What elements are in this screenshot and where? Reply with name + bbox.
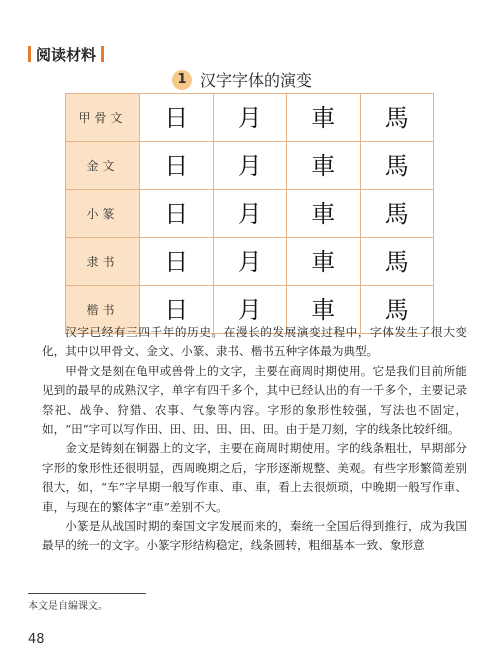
script-evolution-table [65, 93, 434, 334]
glyph-cell [213, 142, 287, 190]
character-glyph: 馬 [384, 247, 409, 276]
glyph-cell [360, 238, 434, 286]
character-glyph: 月 [237, 151, 262, 180]
glyph-cell [213, 238, 287, 286]
glyph-cell [140, 94, 214, 142]
glyph-cell [287, 190, 361, 238]
table-row [66, 94, 434, 142]
paragraph: 甲骨文是刻在龟甲或兽骨上的文字，主要在商周时期使用。它是我们目前所能见到的最早的成熟汉字，单字有四千多个，其中已经认出的有一千多个，主要记录祭祀、战争、狩猎、农事、气象等内容。字形的象形性较强，写法也不固定，如，“田”字可以写作田、田、田、田、田、田。由于是刀刻，字的线条比较纤细。 [42, 363, 467, 437]
character-glyph: 車 [311, 199, 336, 228]
table-row [66, 142, 434, 190]
character-glyph: 車 [311, 151, 336, 180]
section-header-text: 阅读材料 [36, 45, 97, 64]
character-glyph: 日 [164, 247, 189, 276]
glyph-cell [287, 94, 361, 142]
page-number: 48 [28, 632, 45, 647]
character-glyph: 月 [237, 199, 262, 228]
header-accent-bar-right [101, 46, 104, 62]
row-label: 隶书 [66, 238, 140, 286]
row-label: 甲骨文 [66, 94, 140, 142]
footnote-rule [28, 593, 146, 594]
character-glyph: 日 [164, 151, 189, 180]
character-glyph: 日 [164, 295, 189, 324]
glyph-cell [360, 142, 434, 190]
glyph-cell [287, 142, 361, 190]
table-row [66, 190, 434, 238]
glyph-cell [287, 238, 361, 286]
character-glyph: 日 [164, 199, 189, 228]
row-label: 金文 [66, 142, 140, 190]
paragraph: 金文是铸刻在铜器上的文字，主要在商周时期使用。字的线条粗壮，早期部分字形的象形性还很明显，西周晚期之后，字形逐渐规整、美观。有些字形繁简差别很大，如，“车”字早期一般写作車、車、車，看上去很烦琐，中晚期一般写作車、車，与现在的繁体字“車”差别不大。 [42, 441, 467, 514]
article-title [172, 68, 312, 91]
character-glyph: 月 [237, 247, 262, 276]
glyph-cell [140, 142, 214, 190]
table-row [66, 238, 434, 286]
character-glyph: 馬 [384, 103, 409, 132]
glyph-cell [360, 94, 434, 142]
character-glyph: 月 [237, 103, 262, 132]
article-body [42, 323, 467, 556]
character-glyph: 車 [311, 247, 336, 276]
row-label: 小篆 [66, 190, 140, 238]
header-accent-bar [28, 46, 31, 62]
footnote: 本文是自编课文。 [28, 601, 108, 612]
character-glyph: 馬 [384, 199, 409, 228]
character-glyph: 月 [237, 295, 262, 324]
character-glyph: 車 [311, 103, 336, 132]
title-number-badge: 1 [172, 70, 192, 90]
paragraph: 汉字已经有三四千年的历史。在漫长的发展演变过程中，字体发生了很大变化，其中以甲骨文、金文、小篆、隶书、楷书五种字体最为典型。 [42, 325, 467, 359]
character-glyph: 車 [311, 295, 336, 324]
section-header [28, 44, 104, 64]
glyph-cell [140, 238, 214, 286]
glyph-cell [360, 190, 434, 238]
character-glyph: 馬 [384, 295, 409, 324]
character-glyph: 日 [164, 103, 189, 132]
glyph-cell [213, 94, 287, 142]
title-text: 汉字字体的演变 [200, 71, 313, 90]
paragraph: 小篆是从战国时期的秦国文字发展而来的，秦统一全国后得到推行，成为我国最早的统一的文字。小篆字形结构稳定，线条圆转，粗细基本一致、象形意 [42, 519, 467, 553]
glyph-cell [140, 190, 214, 238]
character-glyph: 馬 [384, 151, 409, 180]
glyph-cell [213, 190, 287, 238]
row-label: 楷书 [66, 286, 140, 334]
